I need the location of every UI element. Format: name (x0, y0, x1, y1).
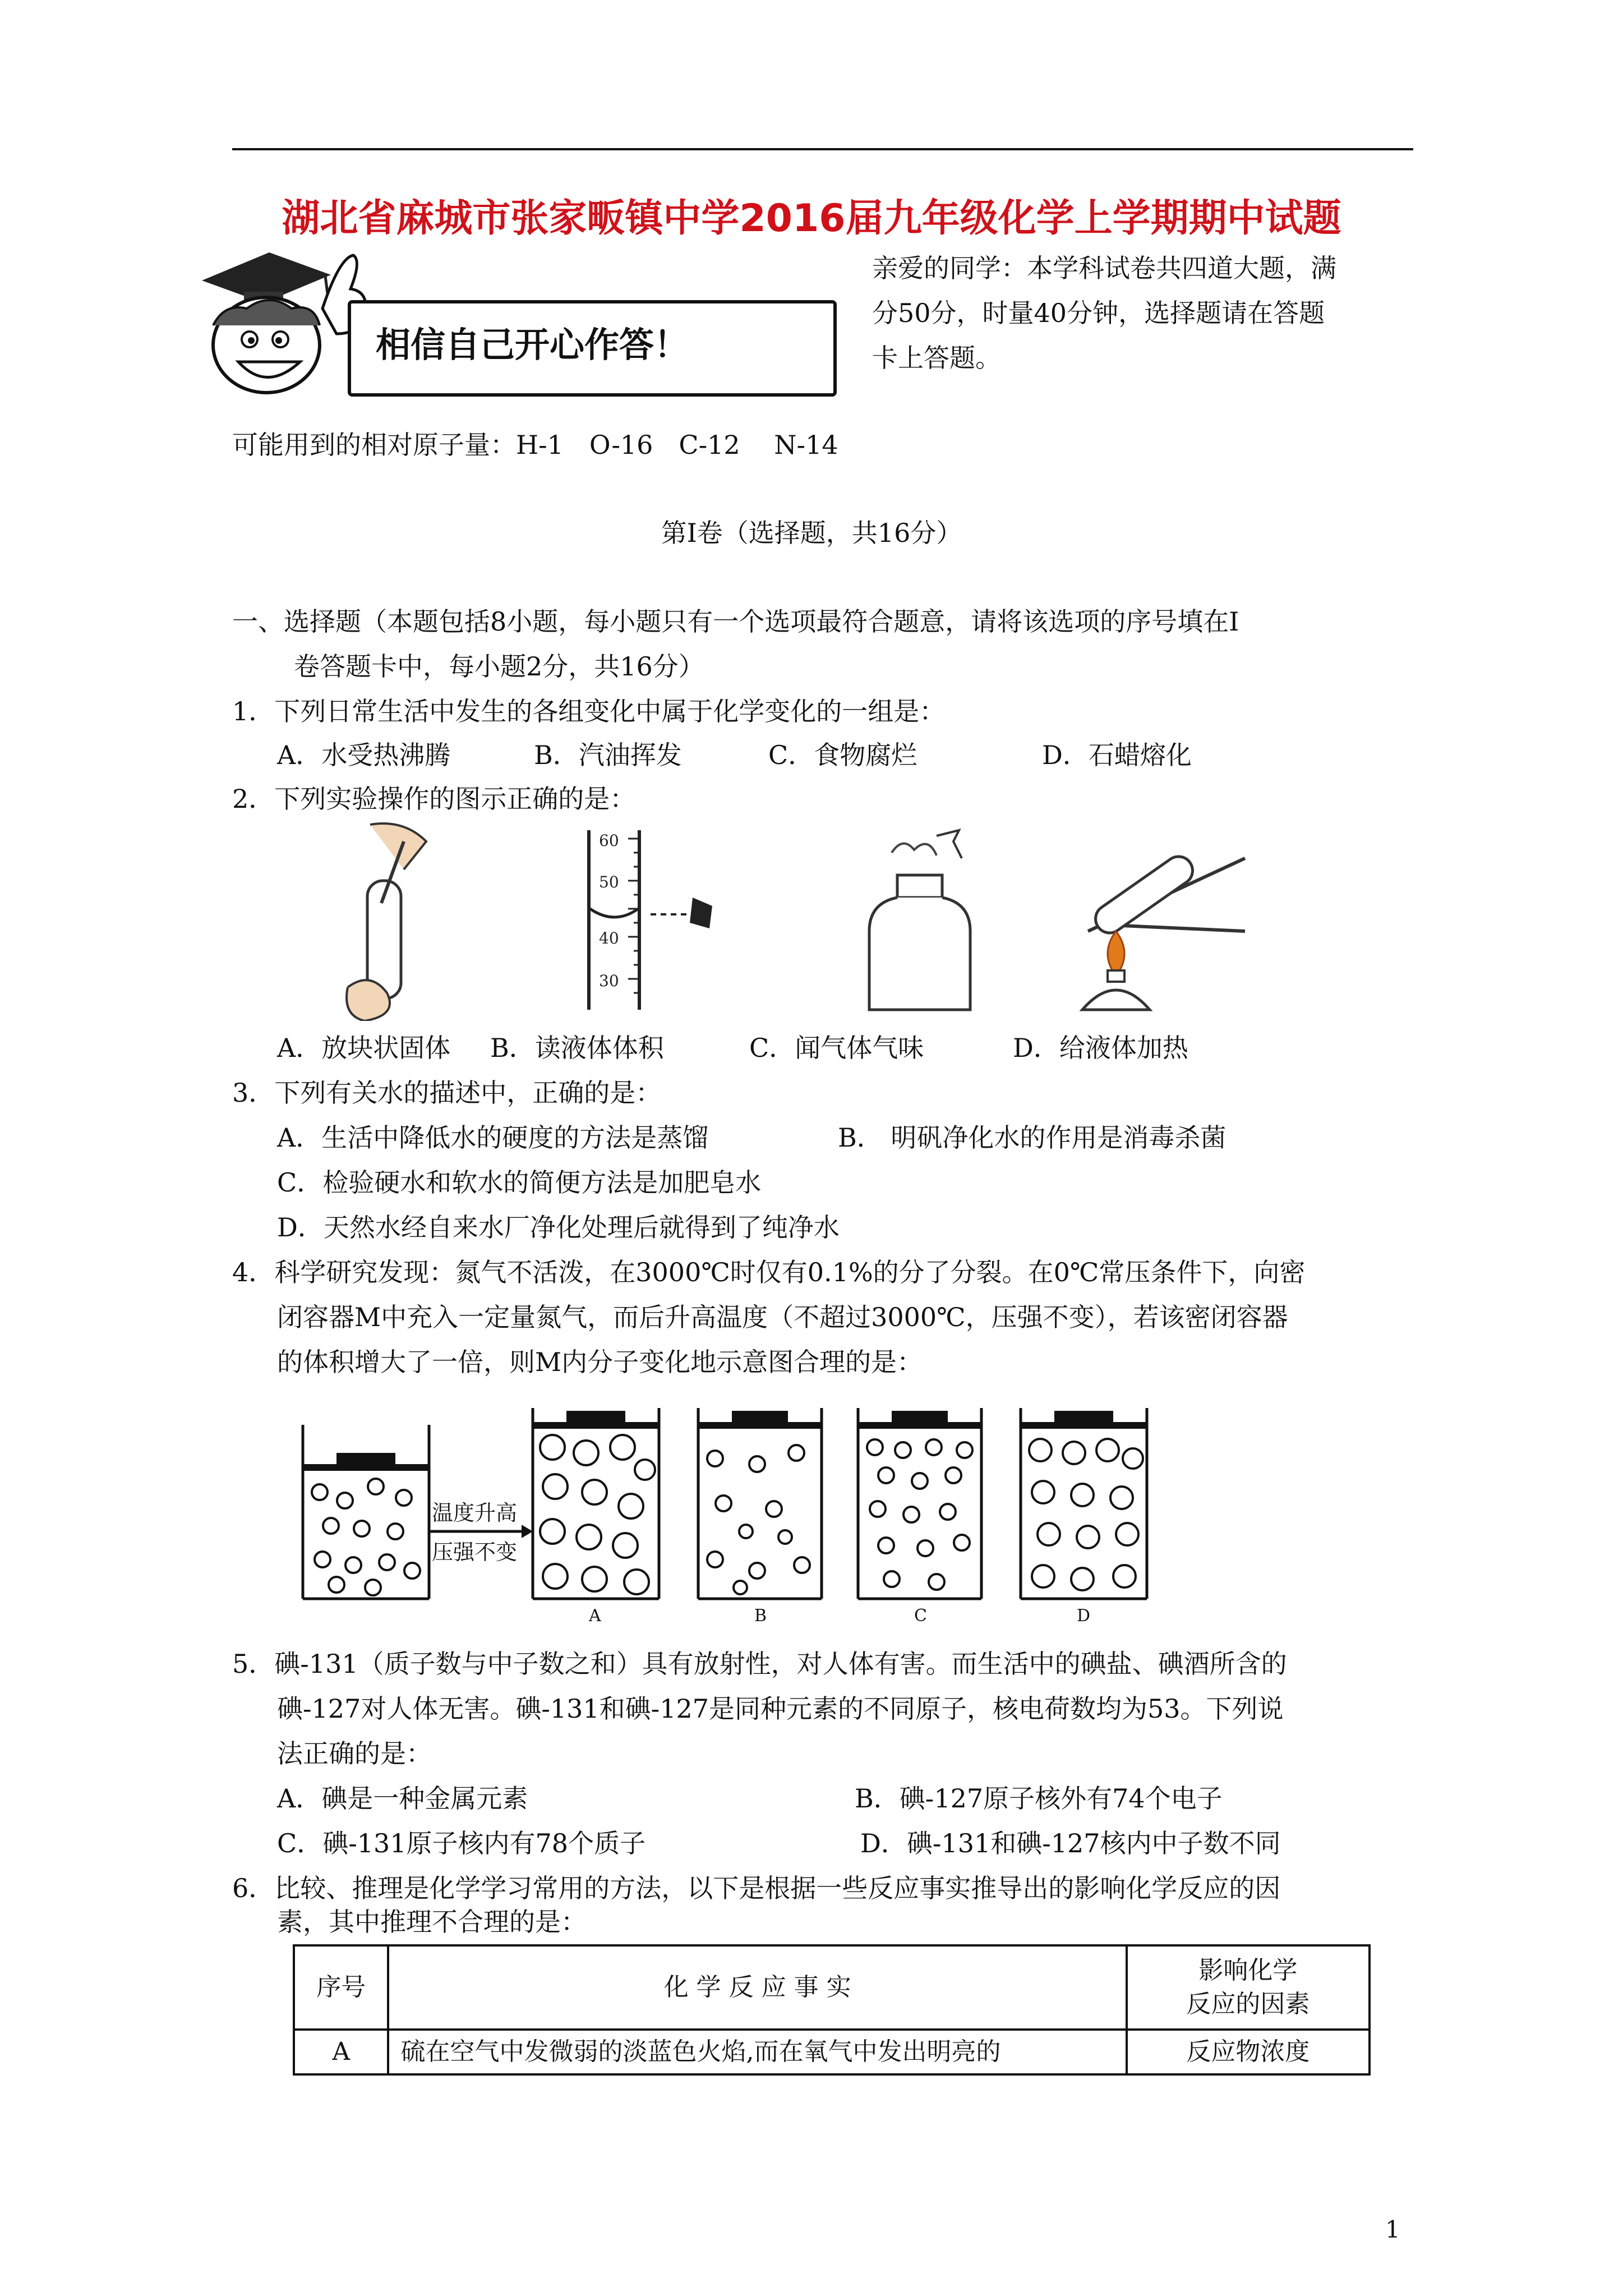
label-d: D (1077, 1606, 1091, 1626)
q6-table (293, 1944, 1371, 2076)
q6-row-factor: 反应物浓度 (1127, 2030, 1370, 2074)
intro-line-2: 分50分，时量40分钟，选择题请在答题 (872, 298, 1325, 328)
q3-option-b: B． 明矾净化水的作用是消毒杀菌 (838, 1122, 1227, 1153)
q5-line-1: 5．碘-131（质子数与中子数之和）具有放射性，对人体有害。而生活中的碘盐、碘酒所含的 (232, 1649, 1287, 1679)
top-rule (232, 148, 1413, 150)
q6-line-1: 6．比较、推理是化学学习常用的方法，以下是根据一些反应事实推导出的影响化学反应的因 (232, 1873, 1281, 1903)
q1-option-a: A．水受热沸腾 (277, 740, 451, 770)
q5-option-c: C．碘-131原子核内有78个质子 (277, 1828, 646, 1858)
part1-line-2: 卷答题卡中，每小题2分，共16分） (294, 651, 704, 682)
tick-30: 30 (599, 972, 619, 990)
container-d (1021, 1408, 1147, 1626)
arrow-label-top: 温度升高 (432, 1501, 518, 1525)
solid-test-tube-figure (336, 819, 460, 1021)
q6-row-fact: 硫在空气中发微弱的淡蓝色火焰,而在氧气中发出明亮的 (388, 2030, 1126, 2074)
atomic-mass-line: 可能用到的相对原子量：H-1 O-16 C-12 N-14 (232, 430, 838, 460)
q5-option-b: B．碘-127原子核外有74个电子 (855, 1783, 1223, 1814)
smell-gas-figure (841, 825, 987, 1027)
intro-line-1: 亲爱的同学：本学科试卷共四道大题，满 (872, 253, 1336, 283)
tick-40: 40 (599, 929, 619, 947)
q5-line-2: 碘-127对人体无害。碘-131和碘-127是同种元素的不同原子，核电荷数均为53。下列说 (277, 1694, 1284, 1724)
q4-line-2: 闭容器M中充入一定量氮气，而后升高温度（不超过3000℃，压强不变），若该密闭容器 (277, 1302, 1288, 1332)
arrow-label-bottom: 压强不变 (432, 1540, 518, 1565)
q1-option-d: D．石蜡熔化 (1042, 740, 1192, 770)
q6-header-factor-line2: 反应的因素 (1186, 1990, 1310, 2018)
section-title: 第Ⅰ卷（选择题，共16分） (661, 518, 962, 548)
molecule-containers-figure (297, 1397, 1166, 1632)
tick-60: 60 (599, 831, 619, 850)
graduated-cylinder-figure (566, 825, 735, 1021)
q3-option-c: C．检验硬水和软水的简便方法是加肥皂水 (277, 1167, 762, 1198)
q3-stem: 3．下列有关水的描述中，正确的是： (232, 1078, 662, 1108)
label-b: B (754, 1606, 767, 1626)
q2-stem: 2．下列实验操作的图示正确的是： (232, 784, 636, 814)
hand-icon (937, 830, 962, 858)
part1-line-1: 一、选择题（本题包括8小题，每小题只有一个选项最符合题意，请将该选项的序号填在Ⅰ (232, 606, 1239, 637)
q5-line-3: 法正确的是： (277, 1738, 432, 1769)
label-c: C (914, 1606, 927, 1626)
heat-liquid-figure (1054, 841, 1256, 1027)
label-a: A (589, 1606, 601, 1626)
banner-text: 相信自己开心作答！ (376, 324, 689, 365)
q3-option-a: A．生活中降低水的硬度的方法是蒸馏 (277, 1122, 709, 1153)
q6-header-fact: 化 学 反 应 事 实 (388, 1945, 1126, 2030)
q4-line-3: 的体积增大了一倍，则M内分子变化地示意图合理的是： (277, 1347, 923, 1377)
q6-header-index: 序号 (294, 1945, 388, 2030)
q5-option-a: A．碘是一种金属元素 (277, 1783, 528, 1814)
q1-stem: 1．下列日常生活中发生的各组变化中属于化学变化的一组是： (232, 696, 946, 726)
q1-option-c: C．食物腐烂 (768, 740, 917, 770)
hand-icon (370, 823, 426, 869)
q6-row-index: A (294, 2030, 388, 2074)
meniscus-icon (590, 909, 638, 917)
tick-50: 50 (599, 873, 619, 891)
gas-bottle-icon (869, 898, 970, 1010)
q2-option-c: C．闻气体气味 (749, 1033, 924, 1063)
q3-option-d: D．天然水经自来水厂净化处理后就得到了纯净水 (277, 1212, 840, 1243)
container-a (533, 1408, 659, 1626)
q6-header-factor-line1: 影响化学 (1198, 1956, 1298, 1985)
q1-option-b: B．汽油挥发 (534, 740, 682, 770)
q5-option-d: D．碘-131和碘-127核内中子数不同 (860, 1828, 1281, 1858)
q4-line-1: 4．科学研究发现：氮气不活泼，在3000℃时仅有0.1%的分了分裂。在0℃常压条件下，向密 (232, 1257, 1306, 1287)
q6-line-2: 素，其中推理不合理的是： (277, 1907, 587, 1937)
container-c (858, 1408, 981, 1626)
q6-header-factor (1127, 1945, 1370, 2030)
q2-option-a: A．放块状固体 (277, 1033, 451, 1063)
q2-option-d: D．给液体加热 (1013, 1033, 1188, 1063)
page-number: 1 (1385, 2216, 1400, 2243)
container-original (303, 1425, 429, 1599)
page-title: 湖北省麻城市张家畈镇中学2016届九年级化学上学期期中试题 (282, 196, 1341, 241)
q2-option-b: B．读液体体积 (490, 1033, 664, 1063)
eye-icon (690, 898, 712, 928)
alcohol-lamp-icon (1082, 990, 1150, 1010)
hand-icon-lower (347, 980, 390, 1021)
container-b (698, 1408, 822, 1626)
intro-line-3: 卡上答题。 (872, 343, 1001, 373)
